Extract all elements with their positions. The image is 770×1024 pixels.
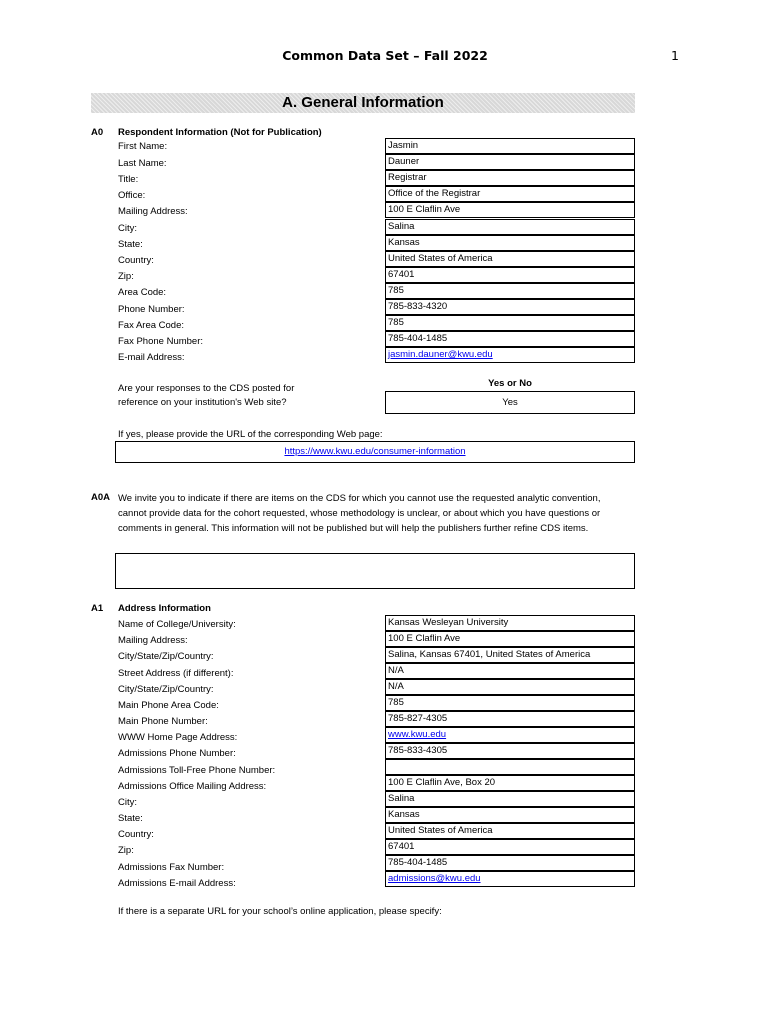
a0-label-office: Office: [118,190,146,201]
yes-no-value[interactable]: Yes [385,391,635,414]
a0-value-area-code[interactable]: 785 [385,283,635,299]
a0-value-city[interactable]: Salina [385,219,635,235]
a1-value-admissions-phone[interactable]: 785-833-4305 [385,743,635,759]
a0-label-zip: Zip: [118,271,134,282]
a1-value-admissions-toll-free[interactable] [385,759,635,775]
a1-value-admissions-mailing[interactable]: 100 E Claflin Ave, Box 20 [385,775,635,791]
a1-value-street-address[interactable]: N/A [385,663,635,679]
a1-label-www-address: WWW Home Page Address: [118,732,238,743]
a0-posted-question-line1: Are your responses to the CDS posted for [118,383,295,394]
consumer-information-link[interactable]: https://www.kwu.edu/consumer-information [284,446,466,457]
url-field[interactable] [115,441,635,463]
a0-code: A0 [91,127,104,138]
a0-value-country[interactable]: United States of America [385,251,635,267]
a0-label-mailing-address: Mailing Address: [118,206,188,217]
a0a-line3: comments in general. This information will not be published but will help the publishers further refine CDS items. [118,523,589,534]
yes-no-header: Yes or No [488,378,532,389]
a1-label-city-state-zip-2: City/State/Zip/Country: [118,684,214,695]
a1-heading: Address Information [118,603,211,614]
a1-label-city-state-zip: City/State/Zip/Country: [118,651,214,662]
a1-value-zip[interactable]: 67401 [385,839,635,855]
document-title: Common Data Set – Fall 2022 [282,48,488,63]
url-prompt: If yes, please provide the URL of the corresponding Web page: [118,429,383,440]
a0a-line1: We invite you to indicate if there are items on the CDS for which you cannot use the requested analytic convention, [118,493,601,504]
section-title: A. General Information [91,93,635,113]
a1-value-www-address[interactable] [385,727,635,743]
a1-code: A1 [91,603,104,614]
a1-label-admissions-fax: Admissions Fax Number: [118,862,225,873]
a0-value-title[interactable]: Registrar [385,170,635,186]
a0-label-state: State: [118,239,143,250]
a0-value-state[interactable]: Kansas [385,235,635,251]
a1-value-admissions-email[interactable] [385,871,635,887]
a1-label-zip: Zip: [118,845,134,856]
a1-label-admissions-email: Admissions E-mail Address: [118,878,236,889]
a0-value-first-name[interactable]: Jasmin [385,138,635,154]
a0-value-fax-phone-number[interactable]: 785-404-1485 [385,331,635,347]
a1-admissions-email-link[interactable]: admissions@kwu.edu [388,873,481,884]
a1-value-main-phone-area-code[interactable]: 785 [385,695,635,711]
a0-value-office[interactable]: Office of the Registrar [385,186,635,202]
a1-value-main-phone-number[interactable]: 785-827-4305 [385,711,635,727]
a1-value-mailing-address[interactable]: 100 E Claflin Ave [385,631,635,647]
a0-label-phone-number: Phone Number: [118,304,185,315]
a1-label-state: State: [118,813,143,824]
a0-value-mailing-address[interactable]: 100 E Claflin Ave [385,202,635,218]
a1-value-admissions-fax[interactable]: 785-404-1485 [385,855,635,871]
a0-value-fax-area-code[interactable]: 785 [385,315,635,331]
a0-label-fax-area-code: Fax Area Code: [118,320,185,331]
a0-value-zip[interactable]: 67401 [385,267,635,283]
a0-value-last-name[interactable]: Dauner [385,154,635,170]
a0-email-link[interactable]: jasmin.dauner@kwu.edu [388,349,493,360]
separate-url-prompt: If there is a separate URL for your school’s online application, please specify: [118,906,442,917]
a1-label-admissions-toll-free: Admissions Toll-Free Phone Number: [118,765,276,776]
a0-heading: Respondent Information (Not for Publication) [118,127,322,138]
a1-label-main-phone-area-code: Main Phone Area Code: [118,700,219,711]
a0-value-phone-number[interactable]: 785-833-4320 [385,299,635,315]
a1-value-college-name[interactable]: Kansas Wesleyan University [385,615,635,631]
a0a-line2: cannot provide data for the cohort requested, whose methodology is unclear, or about which you have questions or [118,508,601,519]
a1-value-country[interactable]: United States of America [385,823,635,839]
page-number: 1 [671,48,679,63]
a0-label-country: Country: [118,255,154,266]
a1-label-street-address: Street Address (if different): [118,668,234,679]
a1-value-city-state-zip-2[interactable]: N/A [385,679,635,695]
a1-label-mailing-address: Mailing Address: [118,635,188,646]
a0-label-city: City: [118,223,137,234]
a0a-paragraph [118,491,638,536]
a0a-comment-box[interactable] [115,553,635,589]
a0-value-email-address[interactable] [385,347,635,363]
a0-label-email-address: E-mail Address: [118,352,185,363]
a0-label-fax-phone-number: Fax Phone Number: [118,336,204,347]
a0a-code: A0A [91,492,111,503]
a1-label-city: City: [118,797,137,808]
a1-label-country: Country: [118,829,154,840]
a1-label-college-name: Name of College/University: [118,619,236,630]
a0-label-last-name: Last Name: [118,158,167,169]
a0-label-area-code: Area Code: [118,287,167,298]
a1-value-city[interactable]: Salina [385,791,635,807]
a1-www-link[interactable]: www.kwu.edu [388,729,447,740]
a0-posted-question-line2: reference on your institution's Web site? [118,397,287,408]
a1-label-admissions-phone: Admissions Phone Number: [118,748,236,759]
a0-label-first-name: First Name: [118,141,168,152]
a1-label-main-phone-number: Main Phone Number: [118,716,208,727]
a0-label-title: Title: [118,174,139,185]
a1-label-admissions-mailing: Admissions Office Mailing Address: [118,781,267,792]
a1-value-city-state-zip[interactable]: Salina, Kansas 67401, United States of America [385,647,635,663]
a1-value-state[interactable]: Kansas [385,807,635,823]
